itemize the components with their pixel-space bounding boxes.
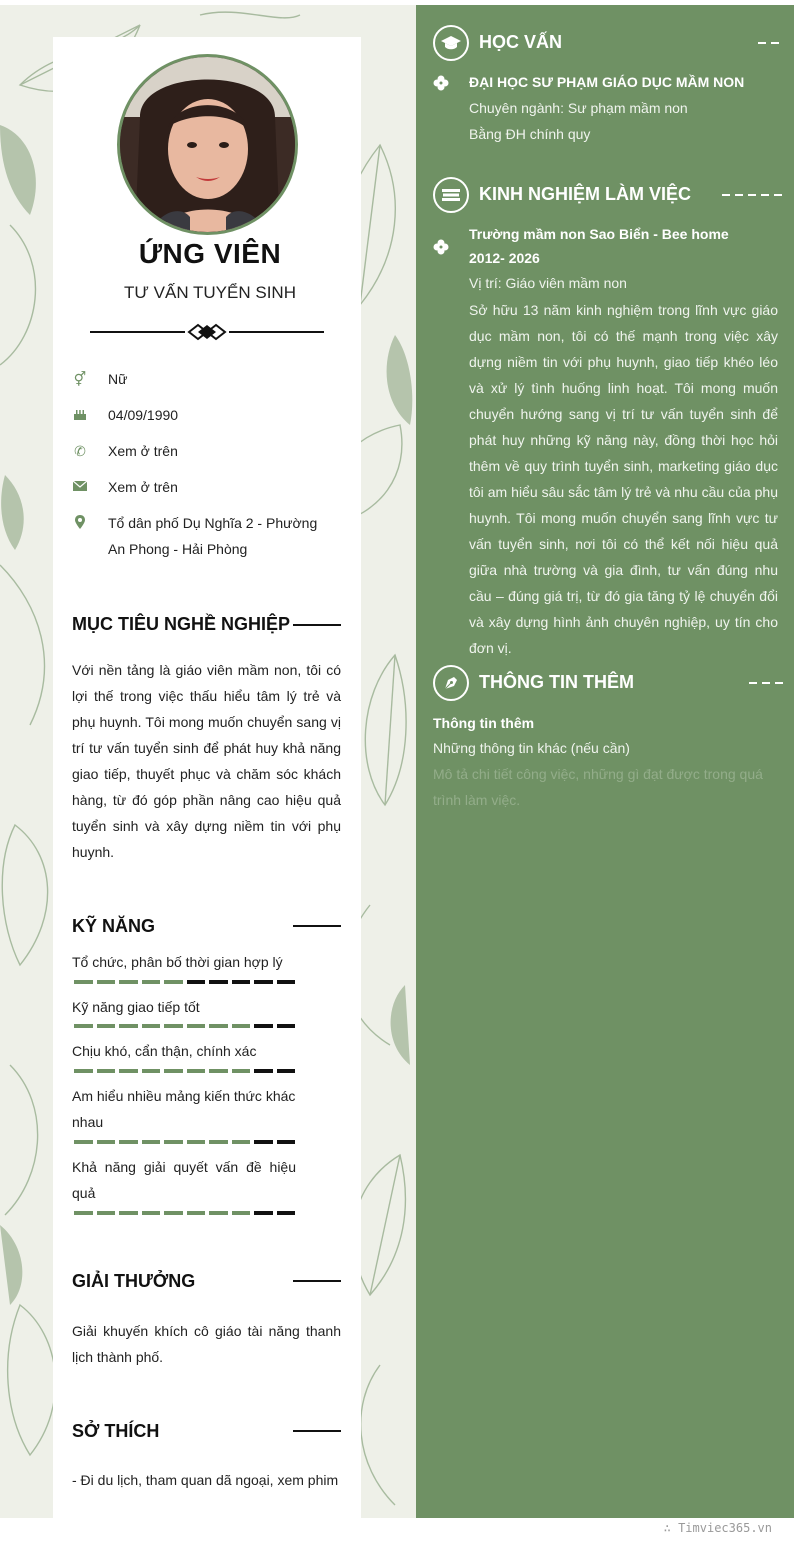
- email-value: Xem ở trên: [108, 479, 178, 495]
- skill-bar-segment: [209, 1211, 228, 1215]
- additional-subtitle: Những thông tin khác (nếu cần): [433, 740, 630, 756]
- awards-text: Giải khuyến khích cô giáo tài năng thanh lịch thành phố.: [72, 1323, 341, 1365]
- experience-description: Sở hữu 13 năm kinh nghiệm trong lĩnh vực giáo dục mầm non, tôi có thế mạnh trong việc xây dựng niềm tin với phụ huynh, giao tiếp khéo léo và xử lý tình huống linh hoạt. Tôi mong muốn chuyển hướng sang vị trí tư vấn tuyển sinh để phát huy những kỹ năng này, đồng thời học hỏi thêm về quy trình tuyển sinh, marketing giáo dục tôi am hiểu sâu sắc tâm lý trẻ và nhu cầu của phụ huynh. Tôi mong muốn chuyển sang lĩnh vực tư vấn tuyển sinh, nơi tôi có thể kết nối hiệu quả giữa nhà trường và gia đình, tư vấn đúng nhu cầu – đúng giá trị, từ đó gia tăng tỷ lệ chuyển đổi và xây dựng hình ảnh chuyên nghiệp, uy tín cho đơn vị.: [469, 302, 778, 656]
- candidate-position: TƯ VẤN TUYỂN SINH: [124, 283, 296, 302]
- hobbies-title: SỞ THÍCH: [72, 1421, 160, 1441]
- books-icon: [433, 177, 469, 213]
- envelope-icon: [72, 479, 88, 495]
- skill-bar-segment: [254, 1024, 273, 1028]
- skill-bar-segment: [164, 1024, 183, 1028]
- skill-bar-segment: [254, 1069, 273, 1073]
- skill-bar-segment: [187, 1211, 206, 1215]
- objective-title-line: [293, 624, 341, 626]
- skill-bar-segment: [187, 1140, 206, 1144]
- skill-bar: [74, 1069, 295, 1073]
- skill-bar-segment: [74, 1069, 93, 1073]
- skill-bar: [74, 1140, 295, 1144]
- candidate-name: ỨNG VIÊN: [138, 238, 282, 269]
- skill-bar-segment: [209, 1069, 228, 1073]
- skill-bar-segment: [187, 980, 206, 984]
- skill-bar-segment: [97, 1024, 116, 1028]
- skill-bar-segment: [277, 1211, 296, 1215]
- skill-bar-segment: [187, 1069, 206, 1073]
- experience-title: KINH NGHIỆM LÀM VIỆC: [479, 184, 692, 204]
- name-divider: [90, 322, 324, 342]
- skill-bar-segment: [209, 980, 228, 984]
- pen-nib-icon: [433, 665, 469, 701]
- skill-bar-segment: [97, 1069, 116, 1073]
- skill-bar-segment: [119, 1024, 138, 1028]
- skill-label: Kỹ năng giao tiếp tốt: [72, 999, 200, 1015]
- skill-bar-segment: [74, 1140, 93, 1144]
- skill-bar-segment: [164, 1069, 183, 1073]
- skill-bar-segment: [97, 980, 116, 984]
- experience-period: 2012- 2026: [469, 250, 540, 266]
- skill-bar-segment: [119, 1211, 138, 1215]
- education-degree: Bằng ĐH chính quy: [469, 126, 591, 142]
- experience-role: Vị trí: Giáo viên mầm non: [469, 275, 627, 291]
- objective-title: MỤC TIÊU NGHỀ NGHIỆP: [72, 614, 291, 634]
- gender-icon: ⚥: [73, 371, 87, 387]
- skill-bar-segment: [74, 980, 93, 984]
- skill-bar-segment: [164, 1211, 183, 1215]
- skill-bar-segment: [277, 1069, 296, 1073]
- awards-title: GIẢI THƯỞNG: [72, 1271, 196, 1291]
- experience-company: Trường mầm non Sao Biển - Bee home: [469, 226, 729, 242]
- skill-label: Am hiểu nhiều mảng kiến thức khác nhau: [72, 1088, 296, 1130]
- skill-bar-segment: [119, 980, 138, 984]
- phone-icon: ✆: [74, 443, 86, 459]
- hobbies-text: - Đi du lịch, tham quan dã ngoại, xem phim: [72, 1472, 339, 1488]
- gender-value: Nữ: [108, 371, 128, 387]
- skill-bar-segment: [142, 980, 161, 984]
- clover-bullet-icon: [433, 75, 449, 91]
- skill-label: Tổ chức, phân bố thời gian hợp lý: [72, 954, 283, 970]
- skill-bar-segment: [277, 1024, 296, 1028]
- additional-dash: [749, 682, 783, 684]
- skill-bar-segment: [254, 980, 273, 984]
- avatar: [117, 54, 298, 235]
- education-title: HỌC VẤN: [479, 32, 563, 52]
- skill-bar-segment: [164, 1140, 183, 1144]
- skill-bar-segment: [232, 1211, 251, 1215]
- additional-heading: Thông tin thêm: [433, 715, 535, 731]
- skill-bar-segment: [74, 1024, 93, 1028]
- hobbies-title-line: [293, 1430, 341, 1432]
- skill-bar: [74, 1211, 295, 1215]
- skill-bar: [74, 1024, 295, 1028]
- additional-title: THÔNG TIN THÊM: [479, 672, 634, 692]
- skill-bar-segment: [119, 1140, 138, 1144]
- skill-bar-segment: [119, 1069, 138, 1073]
- experience-dash: [722, 194, 782, 196]
- skill-bar: [74, 980, 295, 984]
- skill-bar-segment: [209, 1024, 228, 1028]
- skill-bar-segment: [232, 1024, 251, 1028]
- skill-bar-segment: [254, 1211, 273, 1215]
- clover-bullet-icon: [433, 239, 449, 255]
- skill-bar-segment: [142, 1024, 161, 1028]
- skill-bar-segment: [97, 1211, 116, 1215]
- awards-title-line: [293, 1280, 341, 1282]
- avatar-photo: [120, 57, 295, 232]
- birthday-value: 04/09/1990: [108, 407, 179, 423]
- skill-bar-segment: [97, 1140, 116, 1144]
- education-school: ĐẠI HỌC SƯ PHẠM GIÁO DỤC MẦM NON: [469, 74, 745, 90]
- skill-bar-segment: [142, 1211, 161, 1215]
- skills-title: KỸ NĂNG: [72, 916, 156, 936]
- address-value: Tổ dân phố Dụ Nghĩa 2 - Phường An Phong - Hải Phòng: [108, 515, 318, 557]
- education-dash: [758, 42, 779, 44]
- skill-bar-segment: [142, 1140, 161, 1144]
- skill-bar-segment: [277, 980, 296, 984]
- skill-bar-segment: [254, 1140, 273, 1144]
- site-watermark: ∴ Timviec365.vn: [663, 1521, 772, 1535]
- education-major: Chuyên ngành: Sư phạm mầm non: [469, 100, 688, 116]
- skill-bar-segment: [164, 980, 183, 984]
- skill-bar-segment: [187, 1024, 206, 1028]
- map-pin-icon: [72, 515, 88, 531]
- birthday-cake-icon: [72, 407, 88, 423]
- skill-bar-segment: [74, 1211, 93, 1215]
- skill-bar-segment: [142, 1069, 161, 1073]
- skill-bar-segment: [209, 1140, 228, 1144]
- skill-bar-segment: [232, 980, 251, 984]
- graduation-cap-icon: [433, 25, 469, 61]
- phone-value: Xem ở trên: [108, 443, 178, 459]
- skills-title-line: [293, 925, 341, 927]
- skill-bar-segment: [277, 1140, 296, 1144]
- skill-bar-segment: [232, 1069, 251, 1073]
- additional-placeholder: Mô tả chi tiết công việc, những gì đạt được trong quá trình làm việc.: [433, 766, 763, 808]
- skill-bar-segment: [232, 1140, 251, 1144]
- objective-text: Với nền tảng là giáo viên mầm non, tôi có lợi thế trong việc thấu hiểu tâm lý trẻ và phụ huynh. Tôi mong muốn chuyển sang vị trí tư vấn tuyển sinh để phát huy khả năng giao tiếp, thuyết phục và chăm sóc khách hàng, từ đó góp phần nâng cao hiệu quả tuyển sinh và xây dựng niềm tin với phụ huynh.: [72, 662, 341, 860]
- skill-label: Khả năng giải quyết vấn đề hiệu quả: [72, 1159, 296, 1201]
- skill-label: Chịu khó, cẩn thận, chính xác: [72, 1043, 257, 1059]
